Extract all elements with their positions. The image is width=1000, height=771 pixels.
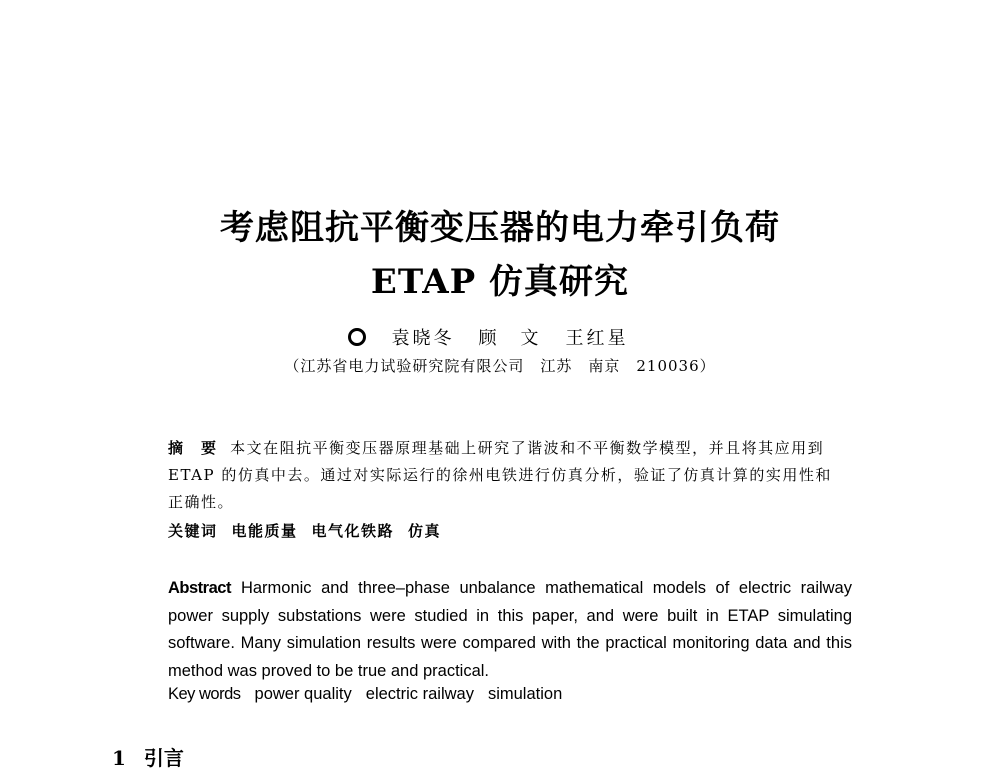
abstract-chinese-text: 本文在阻抗平衡变压器原理基础上研究了谐波和不平衡数学模型，并且将其应用到 ETAP 的仿真中去。通过对实际运行的徐州电铁进行仿真分析，验证了仿真计算的实用性和正确性。 — [168, 439, 832, 511]
keywords-chinese — [168, 520, 848, 541]
keyword-english: electric railway — [365, 685, 474, 703]
keyword-chinese: 电能质量 — [231, 522, 298, 540]
circle-bullet-icon — [348, 328, 366, 346]
paper-title-line-1: 考虑阻抗平衡变压器的电力牵引负荷 — [220, 208, 780, 248]
author-affiliation: （江苏省电力试验研究院有限公司 江苏 南京 210036） — [284, 357, 716, 375]
keyword-chinese: 电气化铁路 — [311, 522, 395, 540]
author-name: 顾 文 — [478, 328, 542, 349]
keywords-chinese-label: 关键词 — [168, 522, 218, 540]
section-heading — [112, 742, 184, 771]
author-list — [0, 324, 1000, 350]
paper-title-line-2: ETAP 仿真研究 — [370, 262, 630, 302]
keywords-english-label: Key words — [168, 685, 241, 703]
section-number: 1 — [112, 746, 126, 770]
author-name: 袁晓冬 — [391, 328, 455, 349]
abstract-english — [168, 575, 852, 685]
abstract-english-text: Harmonic and three–phase unbalance mathematical models of electric railway power supply substations were studied in this paper, and were built in ETAP simulating software. Many simulation results were compared with the practical monitoring data and this method was proved to be true and practical. — [168, 579, 852, 680]
keyword-english: simulation — [487, 685, 563, 703]
section-title: 引言 — [143, 746, 184, 770]
author-name: 王红星 — [565, 328, 629, 349]
abstract-chinese-label: 摘 要 — [168, 439, 218, 457]
keyword-chinese: 仿真 — [408, 522, 442, 540]
abstract-english-label: Abstract — [168, 579, 231, 597]
abstract-chinese — [168, 435, 848, 516]
keyword-english: power quality — [254, 685, 352, 703]
keywords-english — [168, 685, 576, 704]
